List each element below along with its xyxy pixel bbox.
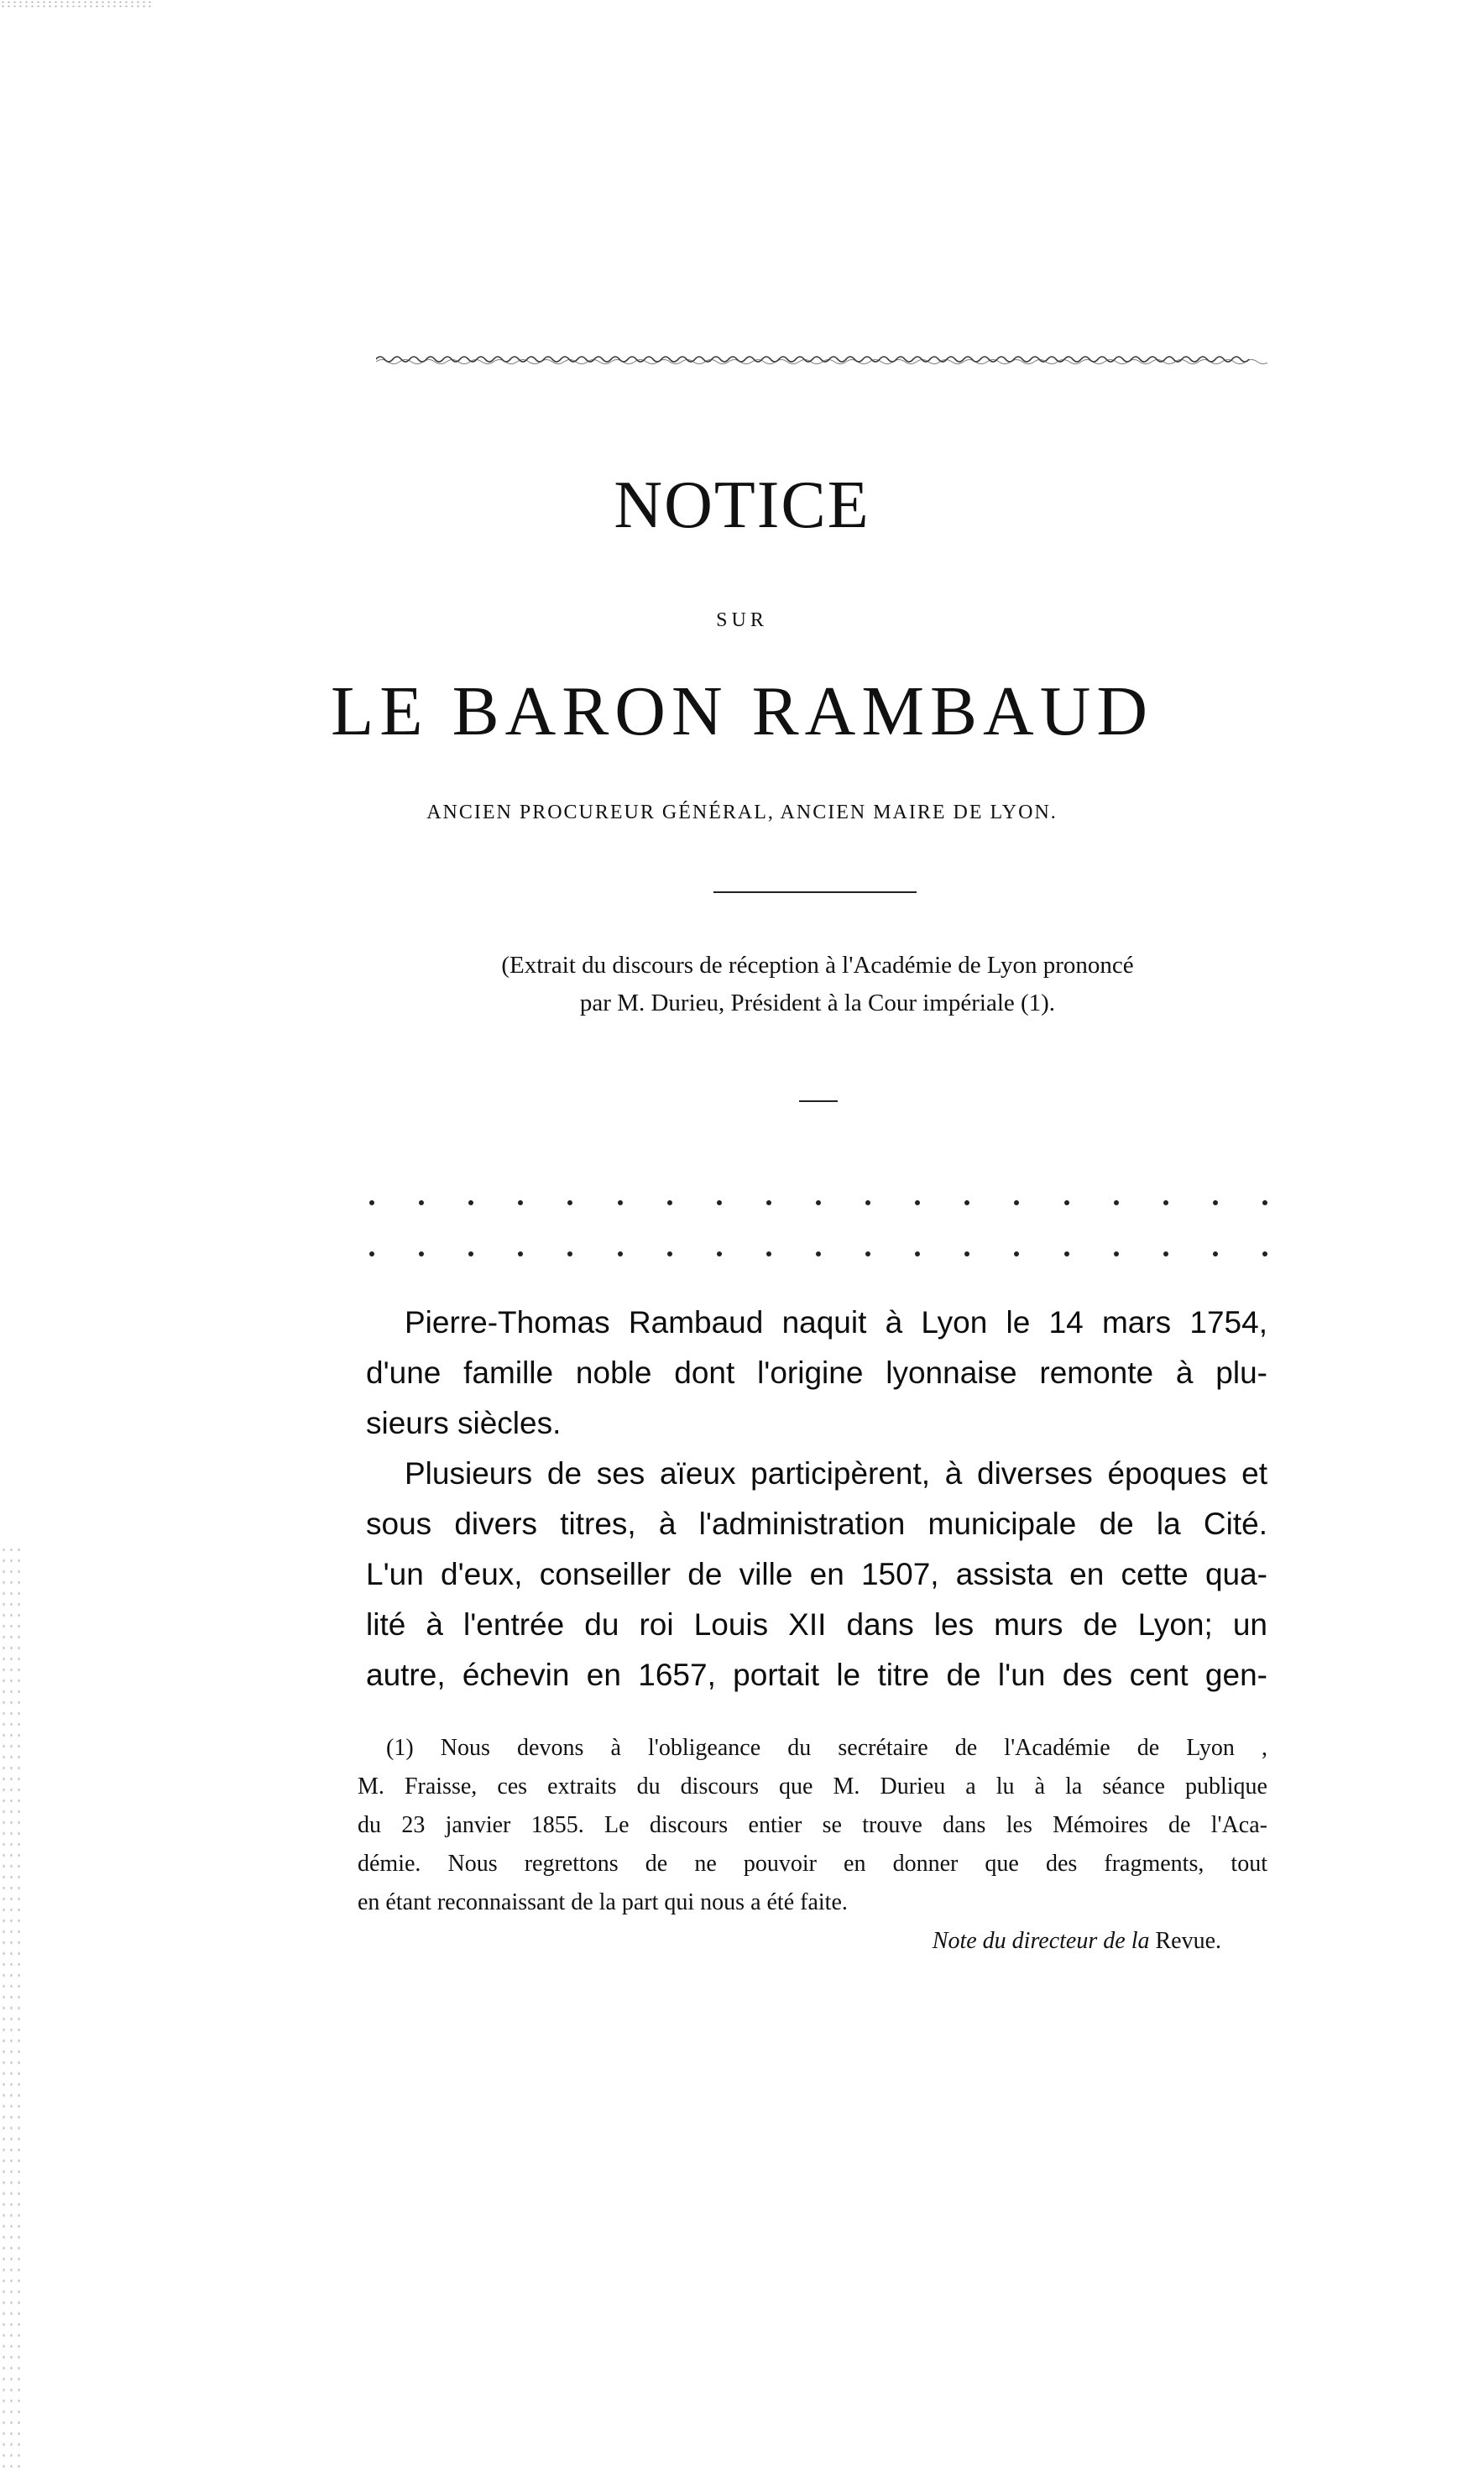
- subject-qualification: ANCIEN PROCUREUR GÉNÉRAL, ANCIEN MAIRE DE LYON.: [426, 802, 1058, 823]
- body-line: Pierre-Thomas Rambaud naquit à Lyon le 14 mars 1754,: [405, 1305, 1267, 1340]
- title-connector: SUR: [716, 609, 768, 631]
- scan-edge-left: [0, 1544, 20, 2468]
- ellipsis-row: [369, 1194, 1267, 1211]
- section-divider: [713, 891, 917, 893]
- body-line: sieurs siècles.: [366, 1406, 562, 1440]
- signature-italic: Note du directeur de la: [932, 1928, 1150, 1954]
- body-line: sous divers titres, à l'administration municipale de la Cité.: [366, 1507, 1267, 1541]
- footnote-line: en étant reconnaissant de la part qui nous a été faite.: [358, 1889, 848, 1915]
- body-text: [366, 1298, 1267, 1700]
- body-line: lité à l'entrée du roi Louis XII dans les murs de Lyon; un: [366, 1607, 1267, 1642]
- extract-line: (Extrait du discours de réception à l'Académie de Lyon prononcé: [501, 952, 1134, 979]
- footnote-signature: [358, 1922, 1267, 1961]
- signature-word: Revue.: [1155, 1928, 1221, 1954]
- extract-note: [353, 947, 1283, 1022]
- extract-line: par M. Durieu, Président à la Cour impériale (1).: [579, 990, 1056, 1016]
- page-title: NOTICE: [614, 468, 870, 542]
- body-line: Plusieurs de ses aïeux participèrent, à diverses époques et: [405, 1456, 1267, 1491]
- footnote-line: M. Fraisse, ces extraits du discours que M. Durieu a lu à la séance publique: [358, 1773, 1267, 1800]
- body-line: autre, échevin en 1657, portait le titre de l'un des cent gen-: [366, 1658, 1267, 1692]
- footnote-line: démie. Nous regrettons de ne pouvoir en donner que des fragments, tout: [358, 1851, 1267, 1877]
- scan-speckle-top: [0, 0, 151, 8]
- footnote-line: du 23 janvier 1855. Le discours entier se trouve dans les Mémoires de l'Aca-: [358, 1812, 1267, 1838]
- body-line: L'un d'eux, conseiller de ville en 1507, assista en cette qua-: [366, 1557, 1267, 1591]
- footnote-line: (1) Nous devons à l'obligeance du secrétaire de l'Académie de Lyon ,: [386, 1735, 1267, 1761]
- ellipsis-row: [369, 1246, 1267, 1262]
- body-line: d'une famille noble dont l'origine lyonnaise remonte à plu-: [366, 1356, 1267, 1390]
- ornamental-rule: [376, 353, 1267, 366]
- short-divider: [799, 1100, 838, 1102]
- footnote: [358, 1729, 1267, 1961]
- subject-heading: LE BARON RAMBAUD: [330, 672, 1154, 750]
